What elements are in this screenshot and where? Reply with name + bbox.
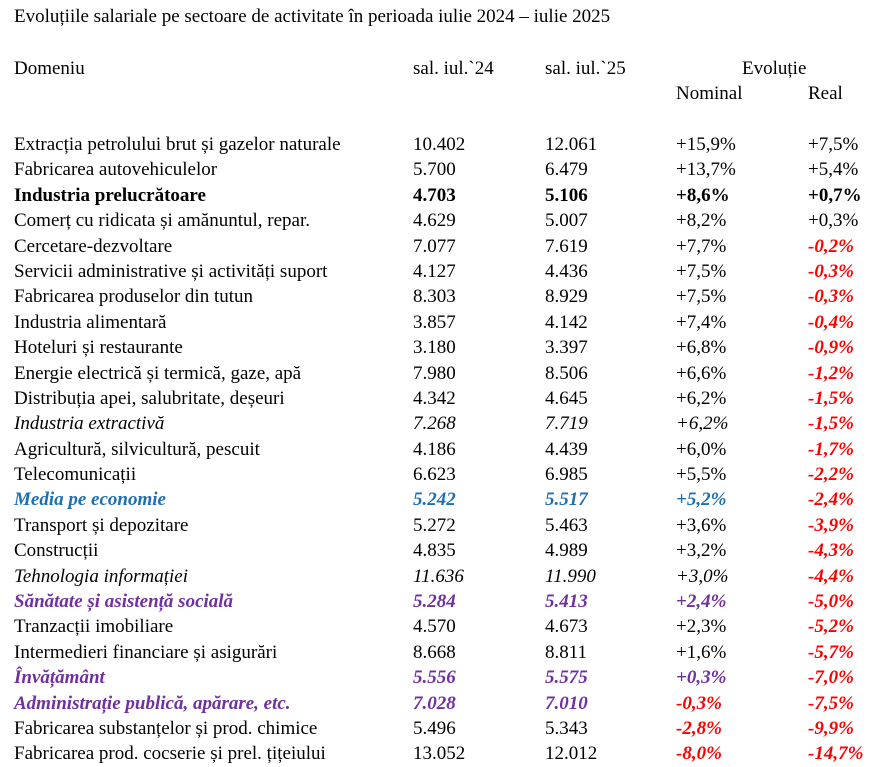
salary-2025: 6.479 bbox=[545, 159, 588, 181]
real-change: -0,3% bbox=[808, 286, 854, 308]
real-change: -7,5% bbox=[808, 692, 854, 714]
table-row bbox=[0, 462, 888, 487]
nominal-change: +0,3% bbox=[676, 667, 727, 689]
salary-2024: 7.980 bbox=[413, 362, 456, 384]
header-salary-2024: sal. iul.`24 bbox=[413, 58, 494, 79]
header-salary-2025: sal. iul.`25 bbox=[545, 58, 626, 79]
real-change: -3,9% bbox=[808, 514, 854, 536]
salary-2024: 5.284 bbox=[413, 591, 456, 613]
header-nominal: Nominal bbox=[676, 83, 743, 104]
real-change: +0,3% bbox=[808, 210, 859, 232]
table-row bbox=[0, 614, 888, 639]
nominal-change: +8,2% bbox=[676, 210, 727, 232]
sector-name: Distribuția apei, salubritate, deșeuri bbox=[14, 387, 285, 409]
real-change: -1,5% bbox=[808, 413, 854, 435]
salary-2025: 7.719 bbox=[545, 413, 588, 435]
real-change: -7,0% bbox=[808, 667, 854, 689]
salary-2024: 4.186 bbox=[413, 438, 456, 460]
nominal-change: +5,2% bbox=[676, 489, 727, 511]
nominal-change: +3,0% bbox=[676, 565, 729, 587]
real-change: -4,3% bbox=[808, 540, 854, 562]
sector-name: Comerț cu ridicata și amănuntul, repar. bbox=[14, 210, 310, 232]
real-change: -0,3% bbox=[808, 260, 854, 282]
salary-2024: 3.180 bbox=[413, 337, 456, 359]
sector-name: Industria extractivă bbox=[14, 413, 165, 435]
real-change: +5,4% bbox=[808, 159, 859, 181]
nominal-change: +3,2% bbox=[676, 540, 727, 562]
sector-name: Tehnologia informației bbox=[14, 565, 189, 587]
salary-2025: 8.811 bbox=[545, 641, 588, 663]
table-row bbox=[0, 132, 888, 157]
table-row bbox=[0, 513, 888, 538]
sector-name: Hoteluri și restaurante bbox=[14, 337, 183, 359]
table-row bbox=[0, 691, 888, 716]
sector-name: Fabricarea substanțelor și prod. chimice bbox=[14, 717, 318, 739]
real-change: -0,2% bbox=[808, 235, 854, 257]
sector-name: Administrație publică, apărare, etc. bbox=[14, 692, 291, 714]
salary-2025: 7.619 bbox=[545, 235, 588, 257]
salary-2025: 8.929 bbox=[545, 286, 588, 308]
salary-2024: 8.668 bbox=[413, 641, 456, 663]
sector-name: Intermedieri financiare și asigurări bbox=[14, 641, 278, 663]
table-row bbox=[0, 361, 888, 386]
salary-2025: 4.439 bbox=[545, 438, 588, 460]
salary-2024: 10.402 bbox=[413, 134, 466, 155]
real-change: -2,2% bbox=[808, 464, 854, 486]
salary-2025: 4.436 bbox=[545, 260, 588, 282]
salary-2024: 4.127 bbox=[413, 260, 456, 282]
sector-name: Tranzacții imobiliare bbox=[14, 616, 174, 638]
salary-2024: 5.496 bbox=[413, 717, 456, 739]
salary-table bbox=[0, 132, 888, 767]
salary-2024: 7.028 bbox=[413, 692, 456, 714]
salary-2024: 7.077 bbox=[413, 235, 456, 257]
nominal-change: -0,3% bbox=[676, 692, 722, 714]
salary-2025: 5.106 bbox=[545, 184, 588, 206]
real-change: -4,4% bbox=[808, 565, 854, 587]
header-domain: Domeniu bbox=[14, 58, 85, 79]
sector-name: Agricultură, silvicultură, pescuit bbox=[14, 438, 260, 460]
real-change: -5,2% bbox=[808, 616, 854, 638]
salary-2025: 12.061 bbox=[545, 134, 598, 155]
salary-2025: 5.007 bbox=[545, 210, 588, 232]
sector-name: Învățământ bbox=[14, 667, 105, 689]
salary-2024: 4.703 bbox=[413, 184, 456, 206]
nominal-change: +3,6% bbox=[676, 514, 727, 536]
salary-2024: 4.570 bbox=[413, 616, 456, 638]
sector-name: Industria prelucrătoare bbox=[14, 184, 206, 206]
salary-2025: 4.645 bbox=[545, 387, 588, 409]
table-row bbox=[0, 411, 888, 436]
table-row bbox=[0, 716, 888, 741]
real-change: -1,7% bbox=[808, 438, 854, 460]
real-change: +0,7% bbox=[808, 184, 862, 206]
table-row bbox=[0, 183, 888, 208]
nominal-change: +6,2% bbox=[676, 413, 729, 435]
nominal-change: -8,0% bbox=[676, 743, 722, 765]
nominal-change: +2,4% bbox=[676, 591, 727, 613]
table-row bbox=[0, 538, 888, 563]
real-change: -0,9% bbox=[808, 337, 854, 359]
salary-2025: 5.413 bbox=[545, 591, 588, 613]
table-row bbox=[0, 310, 888, 335]
table-row bbox=[0, 487, 888, 512]
nominal-change: -2,8% bbox=[676, 717, 722, 739]
real-change: -9,9% bbox=[808, 717, 854, 739]
table-row bbox=[0, 386, 888, 411]
nominal-change: +6,0% bbox=[676, 438, 727, 460]
nominal-change: +15,9% bbox=[676, 134, 736, 155]
salary-2025: 12.012 bbox=[545, 743, 598, 765]
nominal-change: +13,7% bbox=[676, 159, 736, 181]
salary-2024: 5.556 bbox=[413, 667, 456, 689]
salary-2024: 4.835 bbox=[413, 540, 456, 562]
salary-2025: 5.517 bbox=[545, 489, 588, 511]
salary-2025: 5.575 bbox=[545, 667, 588, 689]
sector-name: Fabricarea produselor din tutun bbox=[14, 286, 254, 308]
table-row bbox=[0, 208, 888, 233]
sector-name: Extracția petrolului brut și gazelor naturale bbox=[14, 134, 341, 155]
real-change: +7,5% bbox=[808, 134, 859, 155]
table-row bbox=[0, 157, 888, 182]
sector-name: Sănătate și asistență socială bbox=[14, 591, 234, 613]
header-real: Real bbox=[808, 83, 843, 104]
salary-2025: 11.990 bbox=[545, 565, 596, 587]
table-row bbox=[0, 589, 888, 614]
salary-2024: 5.272 bbox=[413, 514, 456, 536]
real-change: -2,4% bbox=[808, 489, 854, 511]
nominal-change: +2,3% bbox=[676, 616, 727, 638]
sector-name: Cercetare-dezvoltare bbox=[14, 235, 173, 257]
salary-2025: 3.397 bbox=[545, 337, 588, 359]
nominal-change: +7,5% bbox=[676, 260, 727, 282]
salary-2025: 4.142 bbox=[545, 311, 588, 333]
salary-2024: 8.303 bbox=[413, 286, 456, 308]
sector-name: Energie electrică și termică, gaze, apă bbox=[14, 362, 302, 384]
salary-2025: 4.989 bbox=[545, 540, 588, 562]
sector-name: Construcții bbox=[14, 540, 99, 562]
real-change: -14,7% bbox=[808, 743, 864, 765]
table-row bbox=[0, 437, 888, 462]
nominal-change: +8,6% bbox=[676, 184, 730, 206]
sector-name: Fabricarea autovehiculelor bbox=[14, 159, 218, 181]
nominal-change: +6,2% bbox=[676, 387, 727, 409]
salary-2024: 5.700 bbox=[413, 159, 456, 181]
real-change: -1,5% bbox=[808, 387, 854, 409]
real-change: -5,7% bbox=[808, 641, 854, 663]
salary-2024: 5.242 bbox=[413, 489, 456, 511]
nominal-change: +6,6% bbox=[676, 362, 727, 384]
salary-2025: 5.463 bbox=[545, 514, 588, 536]
nominal-change: +7,7% bbox=[676, 235, 727, 257]
salary-2025: 8.506 bbox=[545, 362, 588, 384]
sector-name: Telecomunicații bbox=[14, 464, 137, 486]
nominal-change: +5,5% bbox=[676, 464, 727, 486]
salary-2024: 11.636 bbox=[413, 565, 464, 587]
table-row bbox=[0, 665, 888, 690]
salary-2024: 13.052 bbox=[413, 743, 466, 765]
salary-2024: 7.268 bbox=[413, 413, 456, 435]
table-row bbox=[0, 335, 888, 360]
sector-name: Industria alimentară bbox=[14, 311, 167, 333]
nominal-change: +6,8% bbox=[676, 337, 727, 359]
sector-name: Media pe economie bbox=[14, 489, 166, 511]
sector-name: Fabricarea prod. cocserie și prel. țițeiului bbox=[14, 743, 326, 765]
salary-2025: 5.343 bbox=[545, 717, 588, 739]
salary-2024: 4.342 bbox=[413, 387, 456, 409]
table-row bbox=[0, 234, 888, 259]
nominal-change: +7,4% bbox=[676, 311, 727, 333]
table-row bbox=[0, 741, 888, 766]
table-row bbox=[0, 259, 888, 284]
real-change: -0,4% bbox=[808, 311, 854, 333]
salary-2024: 4.629 bbox=[413, 210, 456, 232]
nominal-change: +1,6% bbox=[676, 641, 727, 663]
sector-name: Transport și depozitare bbox=[14, 514, 189, 536]
header-evolution: Evoluție bbox=[742, 58, 807, 79]
page-title: Evoluțiile salariale pe sectoare de activitate în perioada iulie 2024 – iulie 2025 bbox=[14, 6, 611, 27]
salary-2025: 4.673 bbox=[545, 616, 588, 638]
real-change: -1,2% bbox=[808, 362, 854, 384]
nominal-change: +7,5% bbox=[676, 286, 727, 308]
salary-2025: 7.010 bbox=[545, 692, 588, 714]
salary-2024: 6.623 bbox=[413, 464, 456, 486]
salary-2024: 3.857 bbox=[413, 311, 456, 333]
table-row bbox=[0, 640, 888, 665]
sector-name: Servicii administrative și activități suport bbox=[14, 260, 328, 282]
table-row bbox=[0, 284, 888, 309]
real-change: -5,0% bbox=[808, 591, 854, 613]
salary-2025: 6.985 bbox=[545, 464, 588, 486]
table-row bbox=[0, 564, 888, 589]
